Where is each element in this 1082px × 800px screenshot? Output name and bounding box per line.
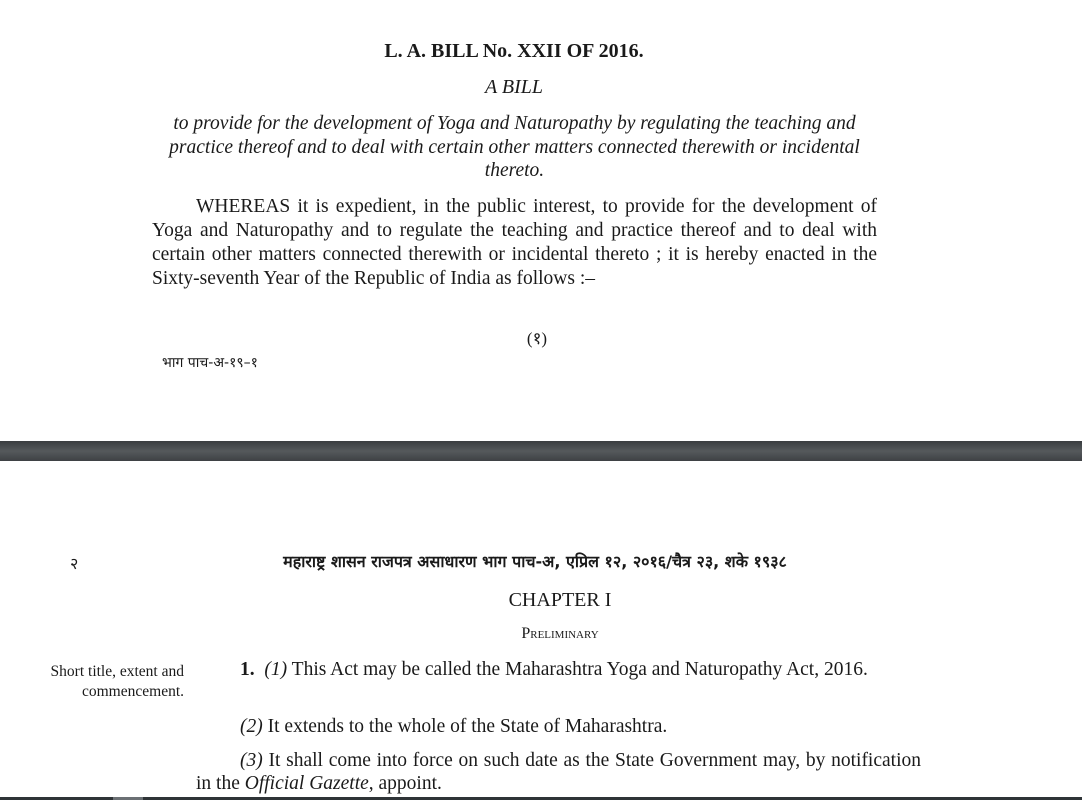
gazette-name: Official Gazette (244, 773, 369, 794)
subsection-text: It extends to the whole of the State of Maharashtra. (267, 716, 668, 737)
page-separator (0, 441, 1082, 461)
document-page-2 (0, 461, 1082, 797)
subsection-label: (1) (264, 659, 288, 680)
bill-subtitle: A BILL (485, 76, 543, 98)
chapter-heading: CHAPTER I (508, 589, 612, 611)
section-1-subsection-3 (196, 749, 921, 795)
bill-title: L. A. BILL No. XXII OF 2016. (384, 40, 644, 62)
section-1-subsection-1 (196, 658, 921, 681)
chapter-title: Preliminary (521, 625, 599, 642)
subsection-label: (2) (240, 716, 263, 737)
page-number: (१) (526, 329, 548, 348)
subsection-label: (3) (240, 750, 263, 771)
gazette-header: महाराष्ट्र शासन राजपत्र असाधारण भाग पाच-अ, एप्रिल १२, २०१६/चैत्र २३, शके १९३८ (283, 552, 787, 571)
section-1-subsection-2 (196, 715, 921, 738)
subsection-text: This Act may be called the Maharashtra Yoga and Naturopathy Act, 2016. (291, 659, 868, 680)
page-number: २ (70, 554, 79, 573)
margin-note: Short title, extent and commencement. (50, 663, 184, 700)
preamble: WHEREAS it is expedient, in the public interest, to provide for the development of Yoga and Naturopathy and to regulate the teaching and practice thereof and to deal with certain other matters connected therewith or incidental thereto ; it is hereby enacted in the Sixty-seventh Year of the Republic of India as follows :– (152, 196, 877, 289)
page-signature: भाग पाच-अ-१९–१ (162, 355, 258, 371)
section-number: 1. (240, 659, 255, 680)
bill-long-title: to provide for the development of Yoga and Naturopathy by regulating the teaching and practice thereof and to deal with certain other matters connected therewith or incidental thereto. (169, 113, 860, 181)
subsection-text-end: , appoint. (368, 773, 442, 794)
subsection-text: It shall come into force on such date as the State Government may, by notification in the (196, 750, 921, 794)
